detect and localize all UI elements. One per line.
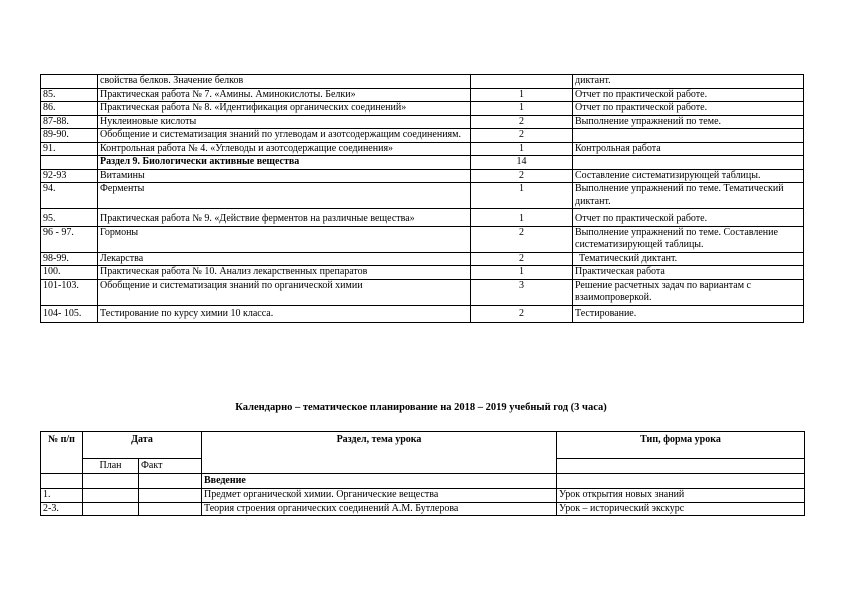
lesson-type: Урок открытия новых знаний [557,489,805,503]
section-title: Раздел 9. Биологически активные вещества [98,156,471,170]
header-row [41,432,805,459]
lesson-number: 104- 105. [41,305,98,322]
lesson-form: Отчет по практической работе. [573,209,804,227]
section-row [41,156,804,170]
lesson-number: 92-93 [41,169,98,183]
lesson-form: диктант. [573,75,804,89]
table-row [41,142,804,156]
lesson-hours: 2 [471,115,573,129]
section-title: Введение [202,474,557,489]
table-row [41,252,804,266]
lesson-number: 96 - 97. [41,226,98,252]
table-row [41,115,804,129]
section-row [41,474,805,489]
header-plan: План [83,459,139,474]
header-topic: Раздел, тема урока [202,432,557,474]
lesson-topic: Обобщение и систематизация знаний по органической химии [98,279,471,305]
lesson-hours: 1 [471,142,573,156]
lesson-topic: Нуклеиновые кислоты [98,115,471,129]
thematic-plan-table [40,74,804,323]
lesson-fact-date [139,502,202,516]
lesson-number: 86. [41,102,98,116]
lesson-number: 2-3. [41,502,83,516]
lesson-form: Тестирование. [573,305,804,322]
lesson-hours [471,75,573,89]
table-row [41,88,804,102]
table-row [41,489,805,503]
lesson-topic: Ферменты [98,183,471,209]
table-row [41,183,804,209]
table-row [41,502,805,516]
lesson-topic: Тестирование по курсу химии 10 класса. [98,305,471,322]
lesson-number: 85. [41,88,98,102]
lesson-topic: Контрольная работа № 4. «Углеводы и азотсодержащие соединения» [98,142,471,156]
lesson-number [41,156,98,170]
lesson-topic: свойства белков. Значение белков [98,75,471,89]
lesson-topic: Практическая работа № 9. «Действие ферментов на различные вещества» [98,209,471,227]
table-row [41,305,804,322]
table-row [41,226,804,252]
lesson-form: Отчет по практической работе. [573,102,804,116]
lesson-hours: 1 [471,266,573,280]
lesson-topic: Практическая работа № 10. Анализ лекарственных препаратов [98,266,471,280]
lesson-hours: 2 [471,169,573,183]
lesson-topic: Витамины [98,169,471,183]
lesson-number [41,75,98,89]
lesson-plan-date [83,502,139,516]
lesson-form: Отчет по практической работе. [573,88,804,102]
lesson-form: Выполнение упражнений по теме. [573,115,804,129]
lesson-form: Составление систематизирующей таблицы. [573,169,804,183]
lesson-number [41,474,83,489]
lesson-hours: 2 [471,129,573,143]
table-row [41,169,804,183]
lesson-topic: Теория строения органических соединений А.М. Бутлерова [202,502,557,516]
header-lesson-type: Тип, форма урока [557,432,805,459]
lesson-hours: 1 [471,183,573,209]
lesson-topic: Обобщение и систематизация знаний по углеводам и азотсодержащим соединениям. [98,129,471,143]
lesson-hours: 1 [471,88,573,102]
lesson-number: 87-88. [41,115,98,129]
calendar-plan-table [40,431,805,516]
lesson-fact-date [139,474,202,489]
lesson-hours: 1 [471,209,573,227]
lesson-type [557,474,805,489]
lesson-number: 89-90. [41,129,98,143]
lesson-number: 95. [41,209,98,227]
table-row [41,279,804,305]
lesson-topic: Лекарства [98,252,471,266]
lesson-topic: Практическая работа № 8. «Идентификация органических соединений» [98,102,471,116]
lesson-form: Практическая работа [573,266,804,280]
lesson-hours: 1 [471,102,573,116]
table-row [41,266,804,280]
lesson-topic: Гормоны [98,226,471,252]
header-fact: Факт [139,459,202,474]
lesson-form: Решение расчетных задач по вариантам с взаимопроверкой. [573,279,804,305]
lesson-number: 1. [41,489,83,503]
section-hours: 14 [471,156,573,170]
table-row [41,129,804,143]
lesson-number: 100. [41,266,98,280]
lesson-hours: 2 [471,252,573,266]
lesson-type: Урок – исторический экскурс [557,502,805,516]
lesson-hours: 3 [471,279,573,305]
table-row [41,75,804,89]
table-row [41,102,804,116]
header-date: Дата [83,432,202,459]
lesson-plan-date [83,474,139,489]
table-row [41,209,804,227]
lesson-form: Контрольная работа [573,142,804,156]
lesson-form: Выполнение упражнений по теме. Тематический диктант. [573,183,804,209]
lesson-form: Выполнение упражнений по теме. Составление систематизирующей таблицы. [573,226,804,252]
lesson-hours: 2 [471,305,573,322]
lesson-number: 91. [41,142,98,156]
calendar-plan-caption: Календарно – тематическое планирование на 2018 – 2019 учебный год (3 часа) [235,402,607,413]
header-empty-cell [557,459,805,474]
lesson-topic: Предмет органической химии. Органические вещества [202,489,557,503]
lesson-plan-date [83,489,139,503]
lesson-fact-date [139,489,202,503]
lesson-form [573,129,804,143]
lesson-hours: 2 [471,226,573,252]
lesson-form: Тематический диктант. [573,252,804,266]
lesson-number: 98-99. [41,252,98,266]
lesson-number: 94. [41,183,98,209]
header-lesson-number: № п/п [41,432,83,474]
lesson-form [573,156,804,170]
lesson-topic: Практическая работа № 7. «Амины. Аминокислоты. Белки» [98,88,471,102]
lesson-number: 101-103. [41,279,98,305]
